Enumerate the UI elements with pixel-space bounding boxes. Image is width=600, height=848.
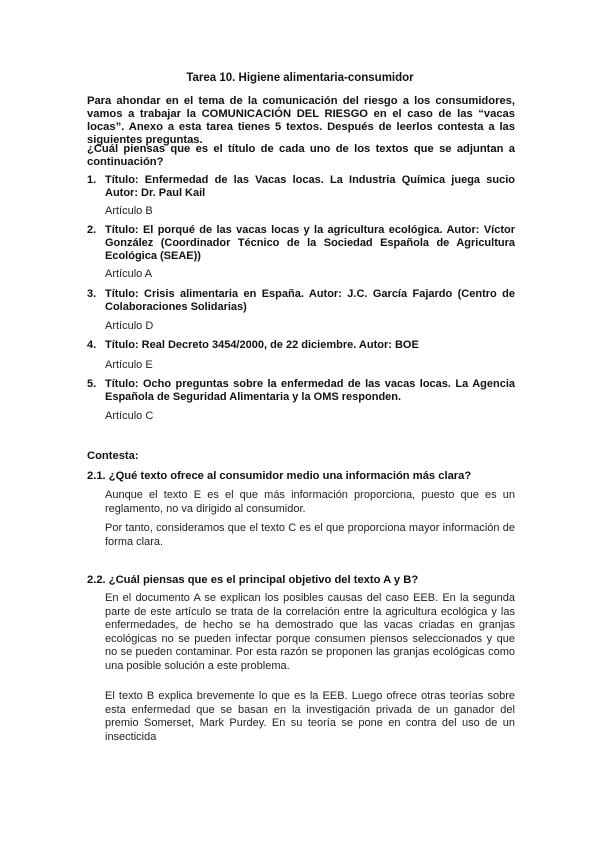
answer-2-2-paragraph: En el documento A se explican los posibles causas del caso EEB. En la segunda parte de este artículo se trata de la correlación entre la agricultura ecológica y las enfermedades, de hecho se ha demostrado que las vacas criadas en granjas ecológicas no se pueden infectar porque consumen piensos seleccionados y que no se pueden contaminar. Por esta razón se proponen las granjas ecológicas como una posible solución a este problema. [105,592,515,672]
item-article: Artículo E [105,359,153,371]
item-title: Título: Ocho preguntas sobre la enfermedad de las vacas locas. La Agencia Española de Seguridad Alimentaria y la OMS responden. [105,378,515,403]
answer-2-2-paragraph: El texto B explica brevemente lo que es la EEB. Luego ofrece otras teorías sobre esta enfermedad que se basan en la investigación privada de un ganador del premio Somerset, Mark Purdey. En su teoría se pone en contra del uso de un insecticida [105,690,515,743]
item-number: 1. [87,174,97,186]
main-question: ¿Cuál piensas que es el título de cada uno de los textos que se adjuntan a continuación? [87,143,515,168]
item-title: Título: Real Decreto 3454/2000, de 22 diciembre. Autor: BOE [105,339,419,351]
item-article: Artículo A [105,268,153,280]
answer-2-1-paragraph: Por tanto, consideramos que el texto C es el que proporciona mayor información de forma clara. [105,522,515,548]
list-item [87,288,515,314]
list-item [87,174,515,200]
item-number: 3. [87,288,97,300]
item-number: 4. [87,339,97,351]
list-item [87,339,515,352]
list-item [87,224,515,263]
section-heading: Contesta: [87,450,139,462]
intro-paragraph: Para ahondar en el tema de la comunicación del riesgo a los consumidores, vamos a trabajar la COMUNICACIÓN DEL RIESGO en el caso de las “vacas locas”. Anexo a esta tarea tienes 5 textos. Después de leerlos contesta a las siguientes preguntas. [87,95,515,146]
item-article: Artículo C [105,410,154,422]
item-title: Título: Crisis alimentaria en España. Autor: J.C. García Fajardo (Centro de Colaboraciones Solidarias) [105,288,515,313]
page-title: Tarea 10. Higiene alimentaria-consumidor [186,72,414,84]
item-article: Artículo B [105,205,153,217]
item-article: Artículo D [105,320,154,332]
item-number: 5. [87,378,97,390]
answer-2-1-paragraph: Aunque el texto E es el que más información proporciona, puesto que es un reglamento, no va dirigido al consumidor. [105,489,515,515]
item-number: 2. [87,224,97,236]
question-2-1: 2.1. ¿Qué texto ofrece al consumidor medio una información más clara? [87,470,472,482]
question-2-2: 2.2. ¿Cuál piensas que es el principal objetivo del texto A y B? [87,574,419,586]
item-title: Título: El porqué de las vacas locas y la agricultura ecológica. Autor: Víctor González (Coordinador Técnico de la Sociedad Española de Agricultura Ecológica (SEAE)) [105,224,515,262]
item-title: Título: Enfermedad de las Vacas locas. La Industria Química juega sucio Autor: Dr. Paul Kail [105,174,515,199]
list-item [87,378,515,404]
